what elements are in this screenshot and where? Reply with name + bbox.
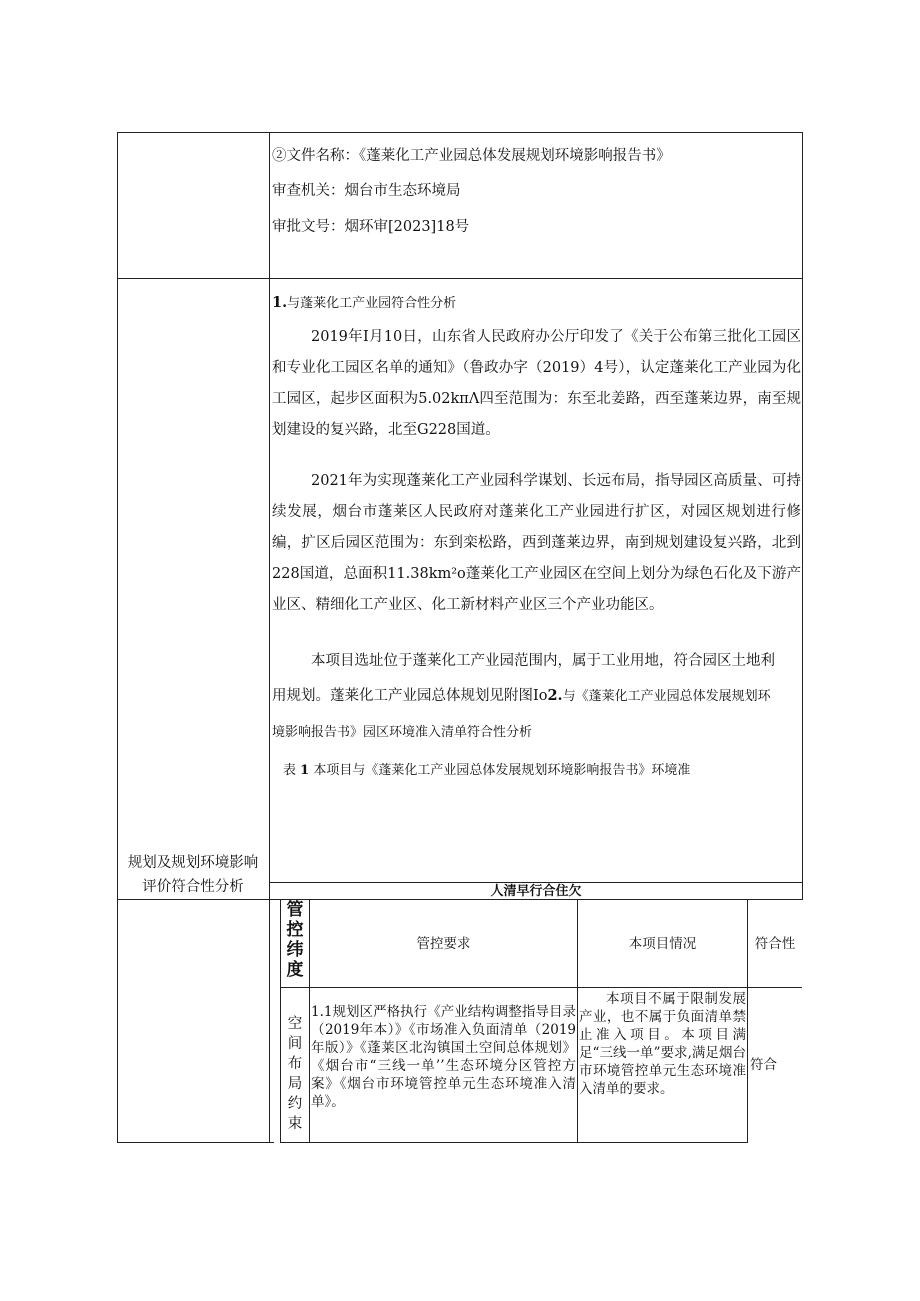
subsection-number: 2.	[547, 687, 563, 704]
header-compliance: 符合性	[754, 936, 796, 952]
file-name-line: ②文件名称：《蓬莱化工产业园总体发展规划环境影响报告书》	[272, 148, 671, 164]
section-title: 与蓬莱化工产业园符合性分析	[287, 296, 457, 311]
paragraph-3-line-1: 本项目选址位于蓬莱化工产业园范围内，属于工业用地，符合园区土地利	[311, 653, 775, 669]
approval-number-line: 审批文号：烟环审[2023]18号	[272, 219, 470, 235]
caption-number: 1	[300, 763, 310, 778]
table-border-top	[117, 132, 803, 133]
header-requirement: 管控要求	[416, 936, 471, 952]
caption-prefix: 表	[283, 763, 297, 778]
paragraph-2: 2021年为实现蓬莱化工产业园科学谋划、长远布局，指导园区高质量、可持续发展，烟台市蓬莱区人民政府对蓬莱化工产业园进行扩区，对园区规划进行修编，扩区后园区范围为：东到栾松路，西到蓬莱边界，南到规划建设复兴路，北到228国道，总面积11.38km²o蓬莱化工产业园区在空间上划分为绿色石化及下游产业区、精细化工产业区、化工新材料产业区三个产业功能区。	[272, 473, 801, 613]
left-label-line-1: 规划及规划环境影响	[127, 855, 259, 871]
caption-band-top	[269, 882, 803, 883]
header-situation: 本项目情况	[628, 936, 697, 952]
table-border-bottom	[117, 1142, 274, 1143]
paragraph-3-line-2	[272, 689, 771, 704]
inner-table-top	[280, 899, 747, 900]
caption-continuation: 人清早行合住欠	[490, 884, 582, 899]
subsection-title-start: 与《蓬莱化工产业园总体发展规划环	[562, 689, 771, 704]
section-heading	[272, 296, 456, 311]
left-cell-bottom	[117, 899, 269, 900]
paragraph-3-text: 用规划。蓬莱化工产业园总体规划见附图Io	[272, 688, 548, 704]
caption-text: 本项目与《蓬莱化工产业园总体发展规划环境影响报告书》环境准	[313, 763, 691, 778]
subsection-title-end: 境影响报告书》园区环境准入清单符合性分析	[272, 725, 533, 740]
table-border-right	[802, 132, 803, 900]
row-compliance: 符合	[750, 1057, 777, 1073]
row-dimension: 空间布局约束	[287, 1016, 303, 1132]
table-border-left	[117, 132, 118, 1143]
review-org-line: 审查机关：烟台市生态环境局	[272, 183, 461, 199]
table-caption	[283, 764, 690, 777]
table-column-divider	[269, 132, 270, 1143]
section-number: 1.	[272, 294, 288, 311]
row-requirement: 1.1规划区严格执行《产业结构调整指导目录（2019年本）》《市场准入负面清单（2019年版）》《蓬莱区北沟镇国土空间总体规划》《烟台市“三线一单’’生态环境分区管控方案》《烟台市环境管控单元生态环境准入清单》。	[311, 1004, 576, 1110]
left-label-line-2: 评价符合性分析	[142, 879, 244, 895]
inner-table-bottom	[280, 1142, 747, 1143]
inner-header-bottom	[280, 987, 802, 988]
row-situation: 本项目不属于限制发展产业，也不属于负面清单禁止准入项目。本项目满足“三线一单”要求,满足烟台市环境管控单元生态环境准入清单的要求。	[579, 991, 746, 1097]
table-row-divider	[117, 278, 803, 279]
header-dimension: 管控纬度	[286, 900, 304, 980]
paragraph-1: 2019年I月10日，山东省人民政府办公厅印发了《关于公布第三批化工园区和专业化工园区名单的通知》（鲁政办字（2019）4号），认定蓬莱化工产业园为化工园区，起步区面积为5.02kπΛ四至范围为：东至北姜路，西至蓬莱边界，南至规划建设的复兴路，北至G228国道。	[272, 329, 801, 438]
